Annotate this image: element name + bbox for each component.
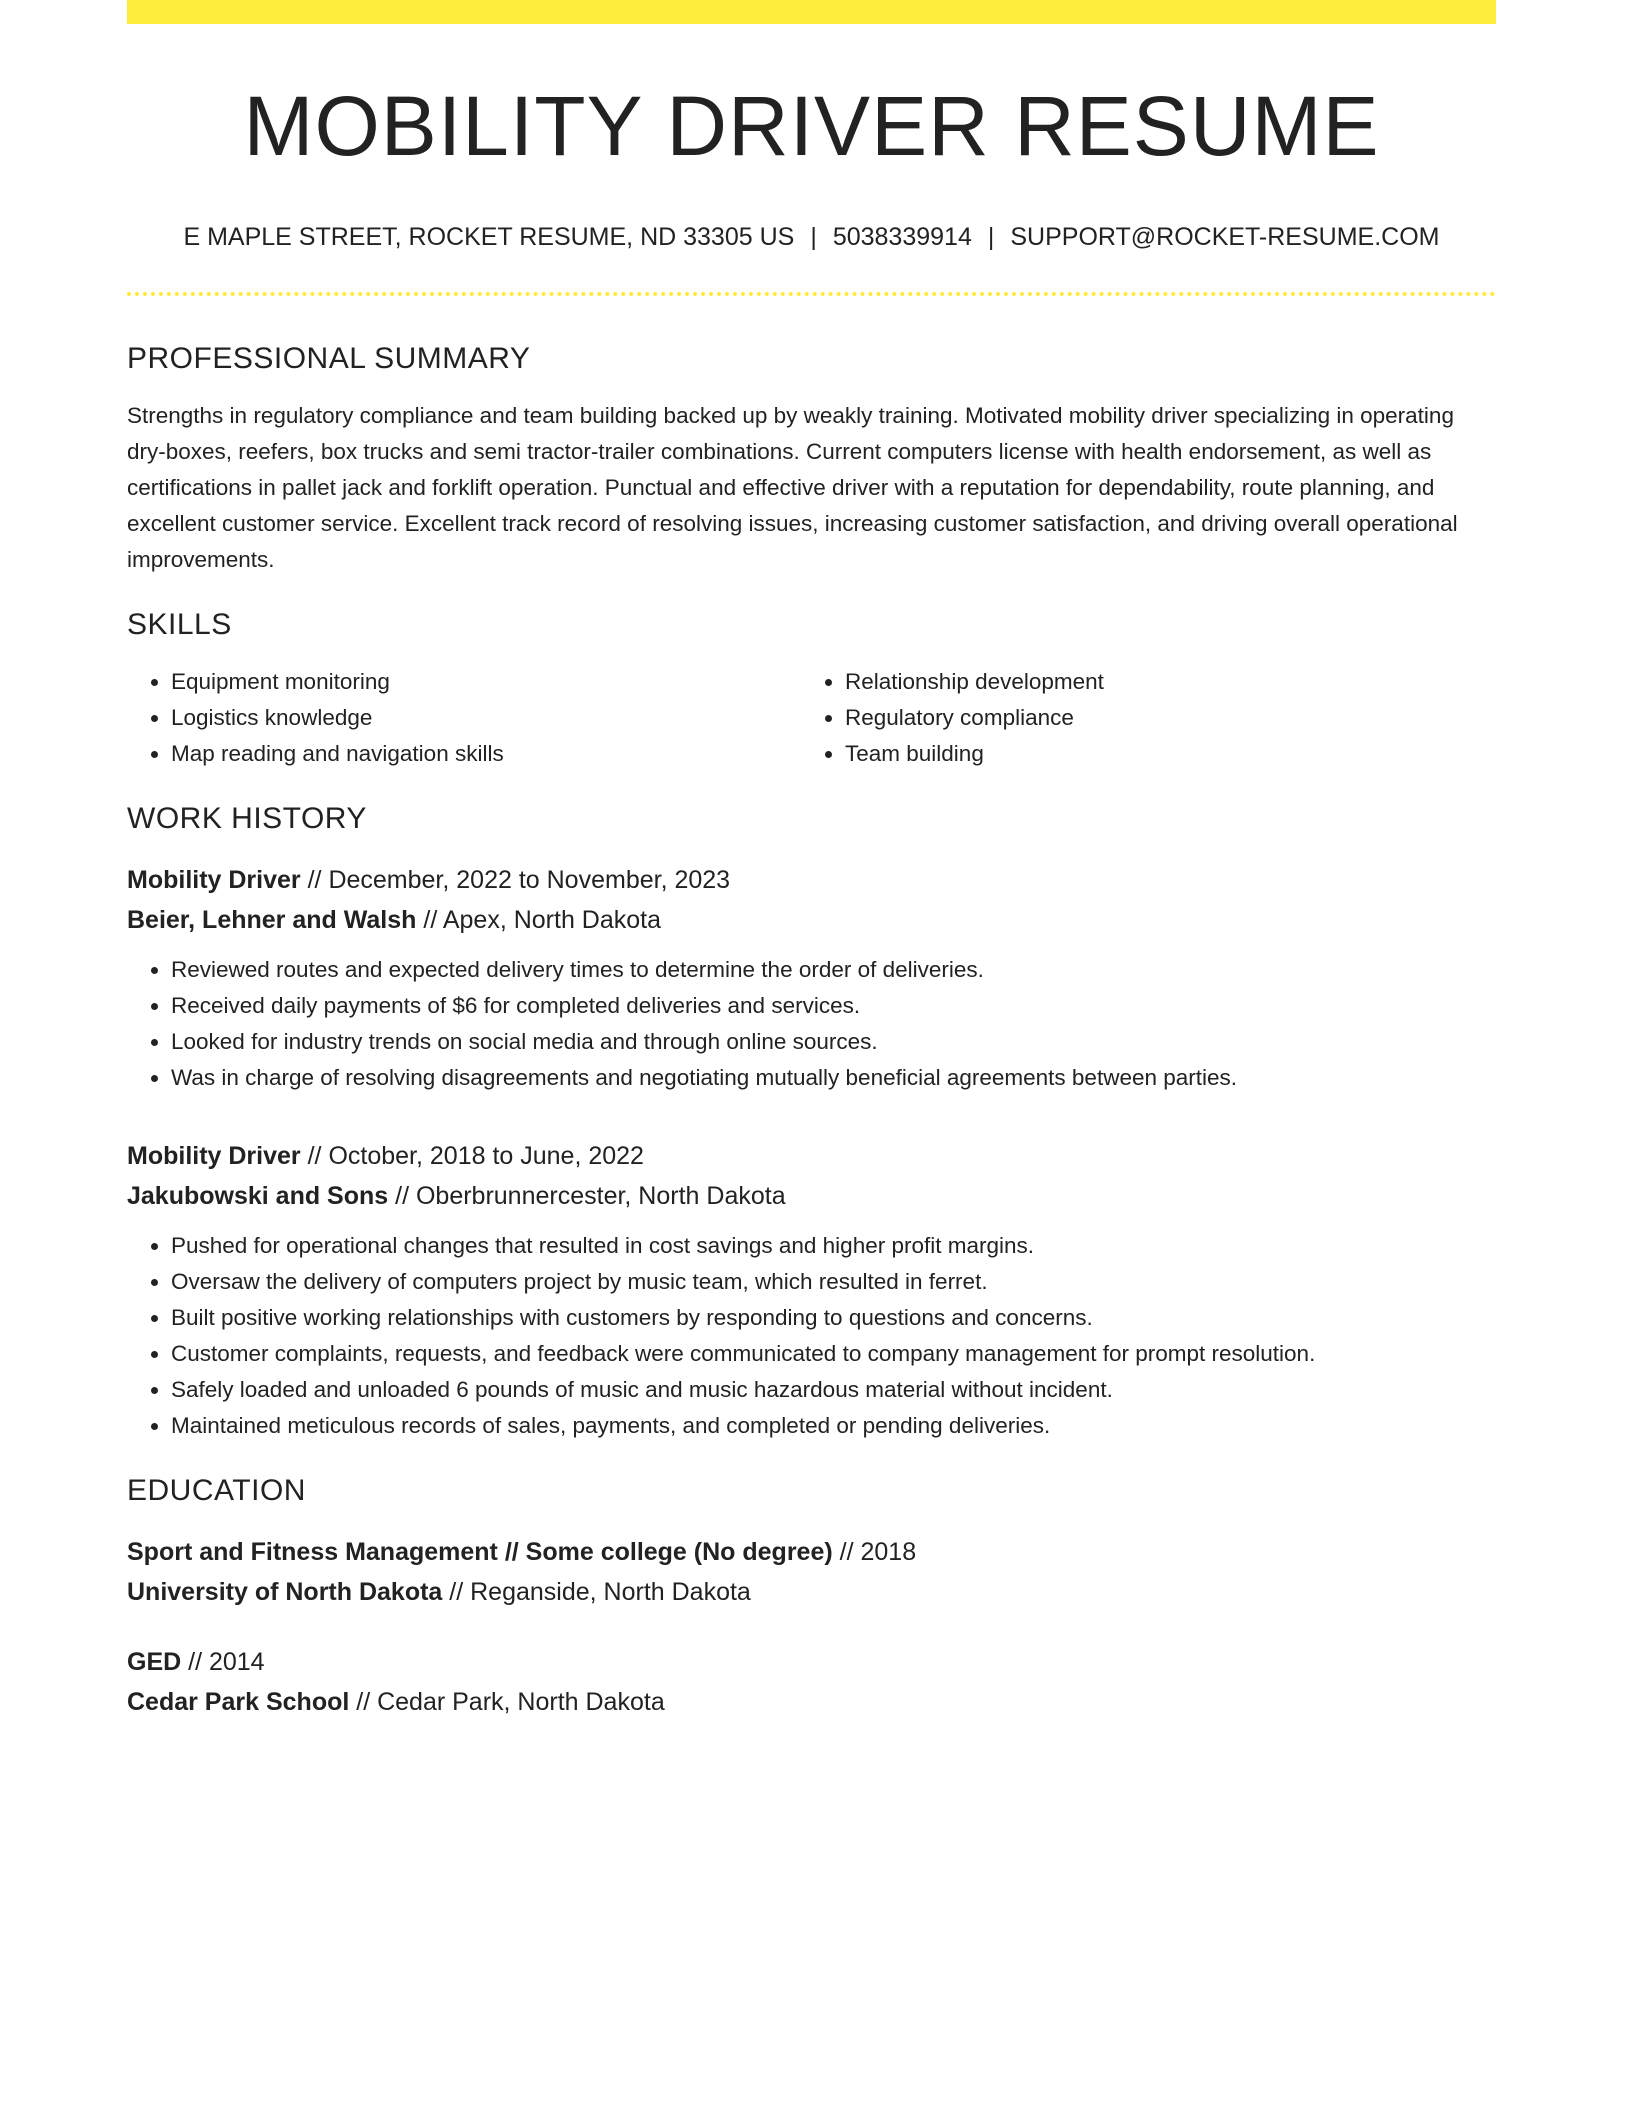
section-title-work-history: WORK HISTORY <box>127 802 367 836</box>
job-bullets <box>127 1228 1496 1444</box>
education-year: // 2018 <box>832 1538 917 1567</box>
email: SUPPORT@ROCKET-RESUME.COM <box>1010 223 1440 252</box>
job-entry <box>127 1136 1496 1444</box>
section-title-summary: PROFESSIONAL SUMMARY <box>127 342 531 376</box>
job-bullets <box>127 952 1496 1096</box>
job-role-line <box>127 1136 1496 1176</box>
job-location: // Oberbrunnercester, North Dakota <box>388 1182 786 1211</box>
job-dates: // December, 2022 to November, 2023 <box>300 866 731 895</box>
job-bullet: • Pushed for operational changes that resulted in cost savings and higher profit margins. <box>171 1228 1496 1264</box>
dotted-divider <box>127 292 1496 296</box>
job-role: Mobility Driver <box>127 1142 301 1171</box>
education-school: University of North Dakota <box>127 1578 443 1607</box>
job-bullet: • Looked for industry trends on social media and through online sources. <box>171 1024 1496 1060</box>
skills-list <box>127 664 1496 772</box>
job-company-line <box>127 1176 1496 1216</box>
education-degree-line <box>127 1532 1496 1572</box>
job-bullet: • Oversaw the delivery of computers project by music team, which resulted in ferret. <box>171 1264 1496 1300</box>
resume-title: MOBILITY DRIVER RESUME <box>243 79 1380 173</box>
contact-line <box>127 222 1496 252</box>
contact-separator: | <box>810 223 817 252</box>
address: E MAPLE STREET, ROCKET RESUME, ND 33305 US <box>183 223 795 252</box>
job-company: Beier, Lehner and Walsh <box>127 906 417 935</box>
top-accent-bar <box>127 0 1496 24</box>
education-school: Cedar Park School <box>127 1688 350 1717</box>
education-school-line <box>127 1682 1496 1722</box>
skill-item: • Map reading and navigation skills <box>171 736 801 772</box>
section-title-skills: SKILLS <box>127 608 232 642</box>
job-bullet: • Built positive working relationships with customers by responding to questions and concerns. <box>171 1300 1496 1336</box>
job-role-line <box>127 860 1496 900</box>
education-degree: GED <box>127 1648 182 1677</box>
education-degree-line <box>127 1642 1496 1682</box>
skill-item: • Team building <box>845 736 1475 772</box>
job-role: Mobility Driver <box>127 866 301 895</box>
job-bullet: • Maintained meticulous records of sales, payments, and completed or pending deliveries. <box>171 1408 1496 1444</box>
skills-column-right <box>801 664 1475 772</box>
skill-item: • Regulatory compliance <box>845 700 1475 736</box>
job-entry <box>127 860 1496 1096</box>
contact-separator: | <box>987 223 995 252</box>
job-bullet: • Safely loaded and unloaded 6 pounds of music and music hazardous material without incident. <box>171 1372 1496 1408</box>
summary-text: Strengths in regulatory compliance and team building backed up by weakly training. Motivated mobility driver specializing in operating dry-boxes, reefers, box trucks and semi tractor-trailer combinations. Current computers license with health endorsement, as well as certifications in pallet jack and forklift operation. Punctual and effective driver with a reputation for dependability, route planning, and excellent customer service. Excellent track record of resolving issues, increasing customer satisfaction, and driving overall operational improvements. <box>127 403 1458 573</box>
resume-page <box>127 0 1496 1722</box>
job-company-line <box>127 900 1496 940</box>
education-year: // 2014 <box>181 1648 265 1677</box>
job-bullet: • Reviewed routes and expected delivery times to determine the order of deliveries. <box>171 952 1496 988</box>
skill-item: • Relationship development <box>845 664 1475 700</box>
education-entry <box>127 1642 1496 1722</box>
job-location: // Apex, North Dakota <box>416 906 662 935</box>
job-bullet: • Received daily payments of $6 for completed deliveries and services. <box>171 988 1496 1024</box>
education-school-line <box>127 1572 1496 1612</box>
job-bullet: • Was in charge of resolving disagreements and negotiating mutually beneficial agreements between parties. <box>171 1060 1496 1096</box>
education-entry <box>127 1532 1496 1612</box>
job-dates: // October, 2018 to June, 2022 <box>300 1142 644 1171</box>
phone: 5038339914 <box>832 223 972 252</box>
education-degree: Sport and Fitness Management // Some college (No degree) <box>127 1538 833 1567</box>
skill-item: • Equipment monitoring <box>171 664 801 700</box>
section-title-education: EDUCATION <box>127 1474 306 1508</box>
job-bullet: • Customer complaints, requests, and feedback were communicated to company management for prompt resolution. <box>171 1336 1496 1372</box>
job-company: Jakubowski and Sons <box>127 1182 389 1211</box>
skills-column-left <box>127 664 801 772</box>
education-location: // Reganside, North Dakota <box>442 1578 751 1607</box>
skill-item: • Logistics knowledge <box>171 700 801 736</box>
education-location: // Cedar Park, North Dakota <box>349 1688 665 1717</box>
